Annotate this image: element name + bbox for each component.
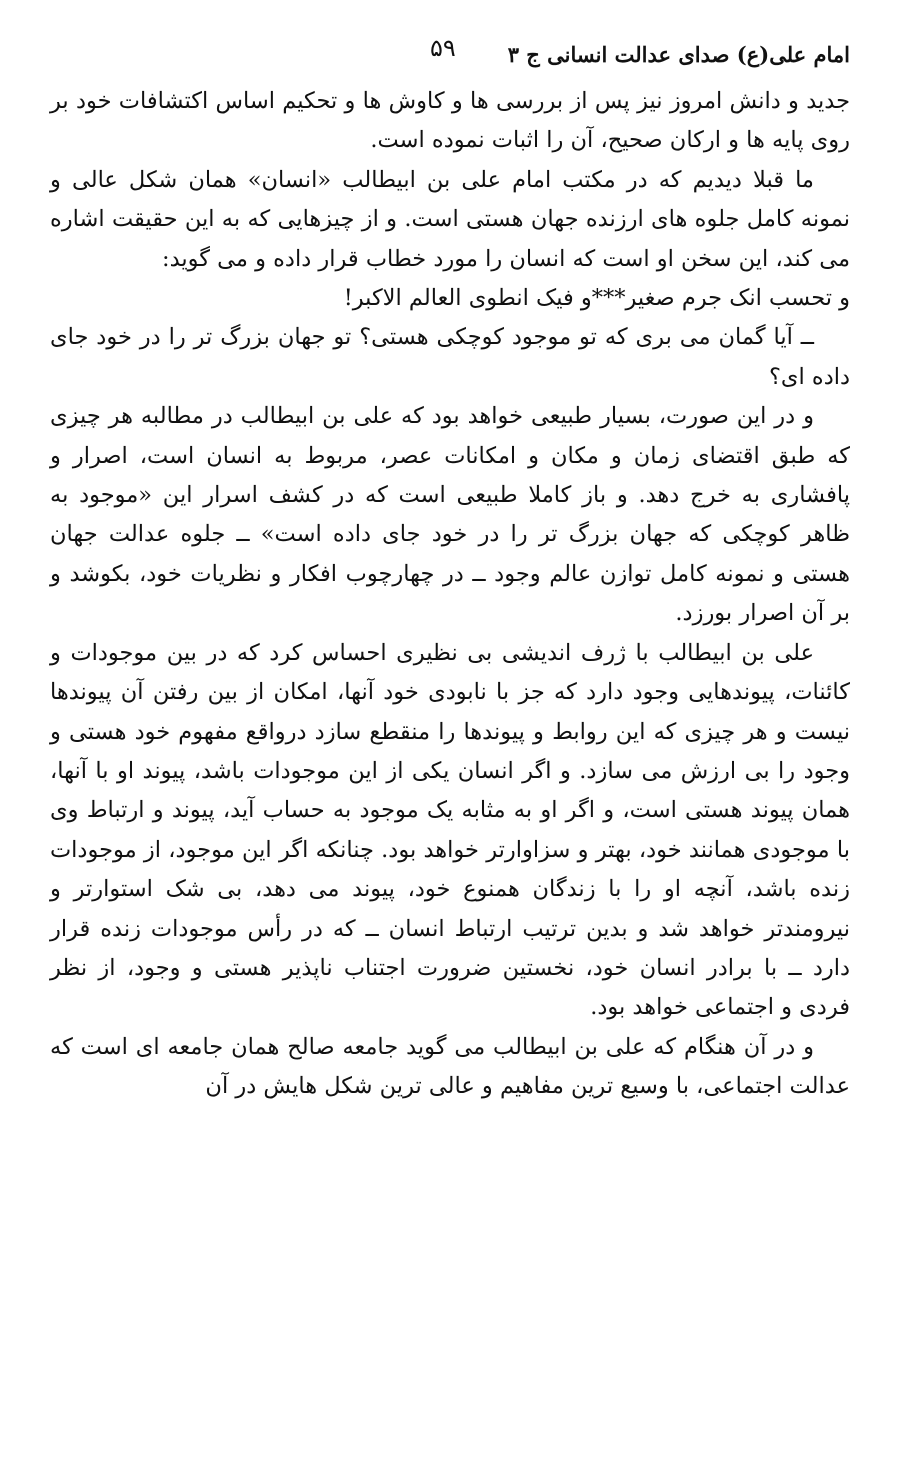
paragraph-1: جدید و دانش امروز نیز پس از بررسی ها و کاوش ها و تحکیم اساس اکتشافات خود بر روی پایه ها و ارکان صحیح، آن را اثبات نموده است. <box>50 88 850 154</box>
paragraph-2: ما قبلا دیدیم که در مکتب امام علی بن ابیطالب «انسان» همان شکل عالی و نمونه کامل جلوه های ارزنده جهان هستی است. و از چیزهایی که به این حقیقت اشاره می کند، این سخن او است که انسان را مورد خطاب قرار داده و می گوید: <box>50 166 850 272</box>
page-header <box>50 34 850 74</box>
paragraph-5: علی بن ابیطالب با ژرف اندیشی بی نظیری احساس کرد که در بین موجودات و کائنات، پیوندهایی وجود دارد که جز با نابودی خود آنها، امکان از بین رفتن آن پیوندها نیست و هر چیزی که این روابط و پیوندها را منقطع سازد درواقع مفهوم خود هستی و وجود را بی ارزش می سازد. و اگر انسان یکی از این موجودات باشد، پیوند او با آنها، همان پیوند هستی است، و اگر او به مثابه یک موجود به حساب آید، پیوند و ارتباط وی با موجودی همانند خود، بهتر و سزاوارتر خواهد بود. چنانکه اگر این موجود، از موجودات زنده باشد، آنچه او را با زندگان همنوع خود، پیوند می دهد، بی شک استوارتر و نیرومندتر خواهد شد و بدین ترتیب ارتباط انسان ــ که در رأس موجودات زنده قرار دارد ــ با برادر انسان خود، نخستین ضرورت اجتناب ناپذیر هستی و وجود، از نظر فردی و اجتماعی خواهد بود. <box>50 639 850 1021</box>
running-title: امام علی(ع) صدای عدالت انسانی ج ۳ <box>507 41 850 67</box>
paragraph-6: و در آن هنگام که علی بن ابیطالب می گوید جامعه صالح همان جامعه ای است که عدالت اجتماعی، با وسیع ترین مفاهیم و عالی ترین شکل هایش در آن <box>50 1033 850 1100</box>
paragraph-4: و در این صورت، بسیار طبیعی خواهد بود که علی بن ابیطالب در مطالبه هر چیزی که طبق اقتضای زمان و مکان و امکانات عصر، مربوط به انسان است، اصرار و پافشاری به خرج دهد. و باز کاملا طبیعی است که در کشف اسرار این «موجود به ظاهر کوچکی که جهان بزرگ تر را در خود جای داده است» ــ جلوه عدالت جهان هستی و نمونه کامل توازن عالم وجود ــ در چهارچوب افکار و نظریات خود، بکوشد و بر آن اصرار بورزد. <box>50 403 850 627</box>
poem-verse: و تحسب انک جرم صغیر***و فیک انطوی العالم الاکبر! <box>343 285 850 312</box>
page-number: ۵۹ <box>430 34 456 62</box>
page-body <box>50 82 850 1107</box>
paragraph-3: ــ آیا گمان می بری که تو موجود کوچکی هستی؟ تو جهان بزرگ تر را در خود جای داده ای؟ <box>50 324 850 390</box>
